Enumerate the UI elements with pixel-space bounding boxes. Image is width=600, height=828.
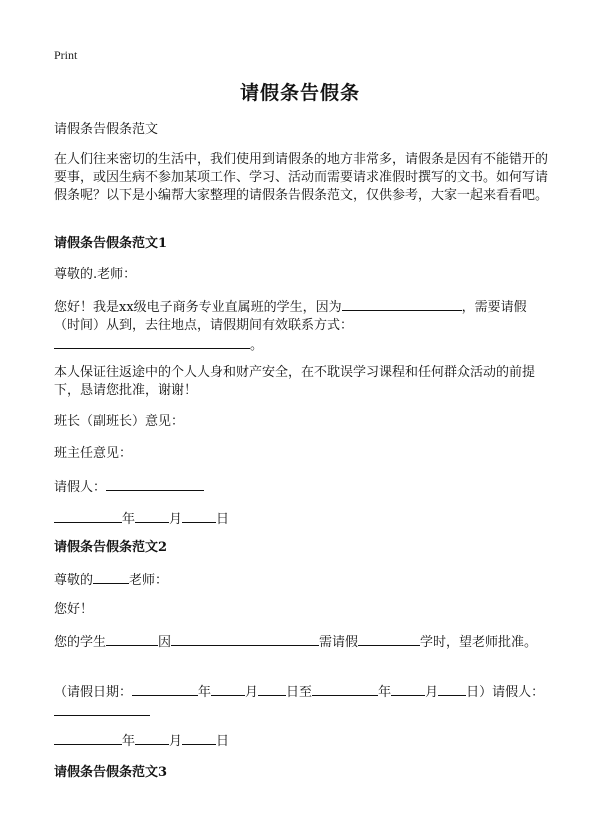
day-close: 日）请假人： bbox=[466, 685, 545, 700]
print-label: Print bbox=[54, 48, 78, 62]
reason-blank bbox=[342, 297, 462, 311]
sample1-body bbox=[54, 297, 548, 355]
applicant-label: 请假人： bbox=[54, 480, 107, 495]
sample2-date bbox=[54, 731, 548, 751]
applicant-blank-2 bbox=[54, 702, 150, 716]
sample2-salutation bbox=[54, 570, 548, 590]
sample1-heading: 请假条告假条范文1 bbox=[54, 236, 168, 251]
applicant-blank bbox=[106, 477, 204, 491]
reason-blank-2 bbox=[171, 632, 319, 646]
sample1-body-b: ，需要请假（时间）从到，去往地点，请假期间有效联系方式： bbox=[54, 300, 527, 333]
to-month: 月 bbox=[425, 685, 439, 700]
sample3-heading: 请假条告假条范文3 bbox=[54, 765, 168, 780]
day-label-2: 日 bbox=[216, 734, 230, 749]
from-month-blank bbox=[211, 682, 245, 696]
period-open: （请假日期： bbox=[54, 685, 133, 700]
from-month: 月 bbox=[245, 685, 259, 700]
year-blank bbox=[54, 509, 122, 523]
month-label: 月 bbox=[169, 512, 183, 527]
sample2-request-line bbox=[54, 632, 548, 652]
hours-blank bbox=[358, 632, 420, 646]
day-blank bbox=[182, 509, 216, 523]
student-blank bbox=[106, 632, 158, 646]
day-label: 日 bbox=[216, 512, 230, 527]
from-year-blank bbox=[132, 682, 198, 696]
from-year: 年 bbox=[198, 685, 212, 700]
salutation-a: 尊敬的 bbox=[54, 573, 94, 588]
intro-paragraph: 在人们往来密切的生活中，我们使用到请假条的地方非常多，请假条是因有不能错开的要事，或因生病不参加某项工作、学习、活动而需要请求准假时撰写的文书。如何写请假条呢？以下是小编帮大家整理的请假条告假条范文，仅供参考，大家一起来看看吧。 bbox=[54, 152, 549, 203]
line-c: 需请假 bbox=[319, 635, 359, 650]
salutation-b: 老师： bbox=[129, 573, 169, 588]
month-blank-2 bbox=[135, 731, 169, 745]
line-d: 学时，望老师批准。 bbox=[420, 635, 538, 650]
from-day-blank bbox=[258, 682, 286, 696]
to-year: 年 bbox=[378, 685, 392, 700]
sample1-date bbox=[54, 509, 548, 529]
sample2-greeting: 您好！ bbox=[54, 602, 94, 617]
month-label-2: 月 bbox=[169, 734, 183, 749]
sample1-monitor-opinion: 班长（副班长）意见： bbox=[54, 414, 185, 429]
document-title: 请假条告假条 bbox=[239, 82, 360, 104]
sample1-teacher-opinion: 班主任意见： bbox=[54, 446, 133, 461]
year-label-2: 年 bbox=[122, 734, 136, 749]
sample1-body-a: 您好！我是xx级电子商务专业直属班的学生，因为 bbox=[54, 300, 342, 315]
document-subtitle: 请假条告假条范文 bbox=[54, 122, 159, 137]
line-a: 您的学生 bbox=[54, 635, 107, 650]
line-b: 因 bbox=[158, 635, 172, 650]
sample1-promise: 本人保证往返途中的个人人身和财产安全，在不耽误学习课程和任何群众活动的前提下，恳请您批准，谢谢！ bbox=[54, 365, 536, 398]
day-blank-2 bbox=[182, 731, 216, 745]
sample1-body-end: 。 bbox=[250, 338, 264, 353]
teacher-name-blank bbox=[93, 570, 129, 584]
to-month-blank bbox=[391, 682, 425, 696]
year-label: 年 bbox=[122, 512, 136, 527]
contact-blank bbox=[54, 335, 250, 349]
day-to: 日至 bbox=[286, 685, 313, 700]
sample1-applicant bbox=[54, 477, 548, 497]
sample2-period bbox=[54, 682, 548, 722]
sample1-salutation: 尊敬的.老师： bbox=[54, 267, 137, 282]
to-year-blank bbox=[312, 682, 378, 696]
sample2-heading: 请假条告假条范文2 bbox=[54, 540, 168, 555]
to-day-blank bbox=[438, 682, 466, 696]
year-blank-2 bbox=[54, 731, 122, 745]
month-blank bbox=[135, 509, 169, 523]
